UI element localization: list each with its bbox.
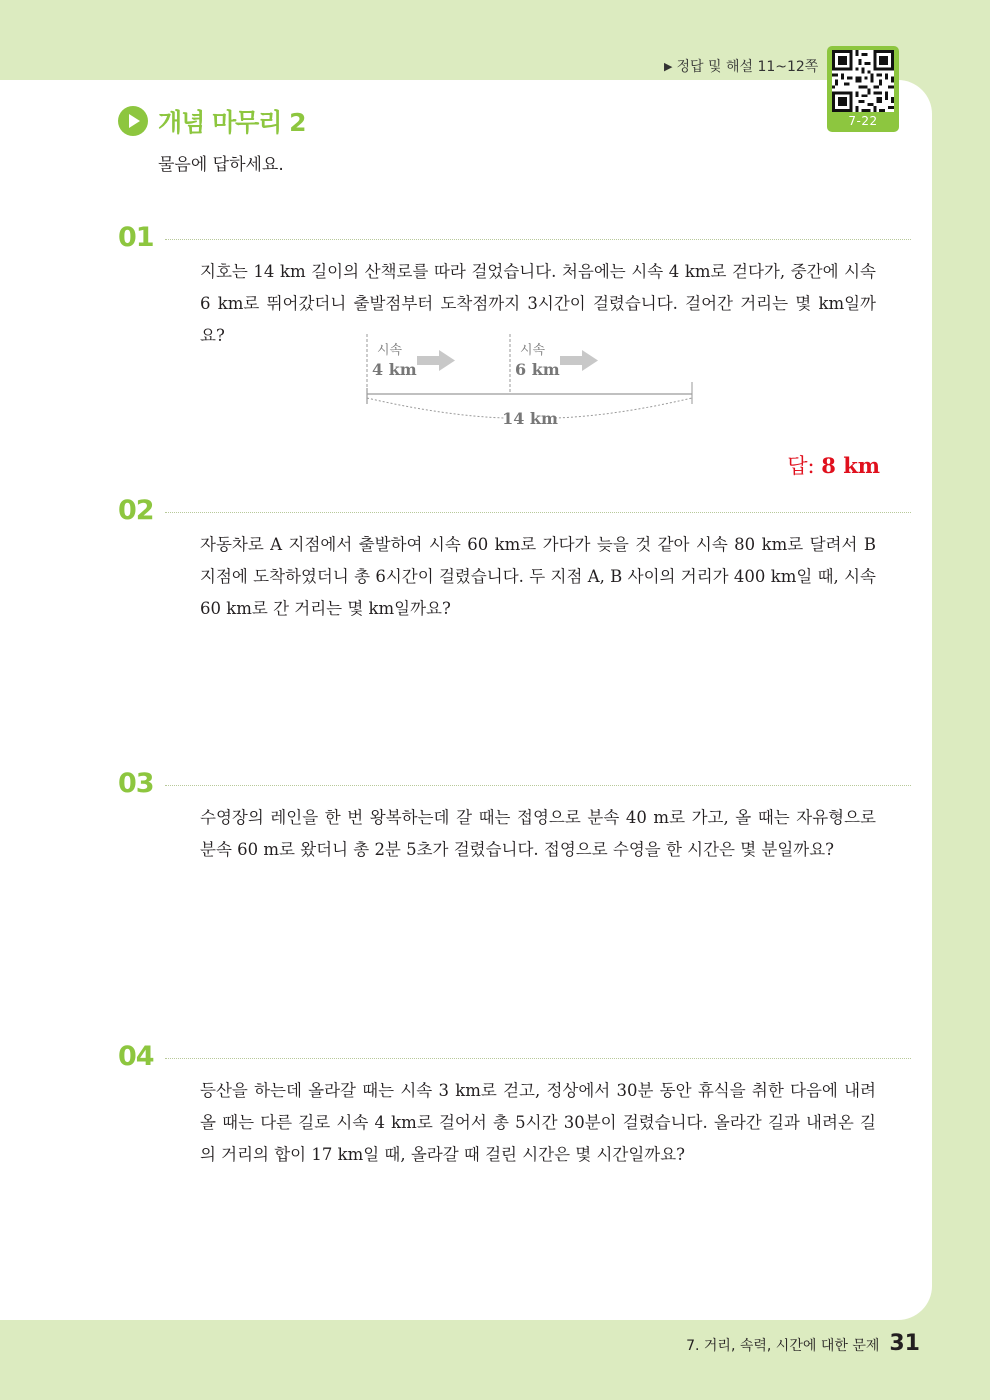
section-title: 개념 마무리 2	[158, 108, 306, 137]
section-instruction: 물음에 답하세요.	[158, 155, 284, 175]
answer-value: 8 km	[821, 453, 880, 478]
seg2-label: 시속	[520, 343, 546, 358]
play-icon	[118, 106, 148, 136]
problem-divider	[165, 1058, 911, 1059]
qr-code-icon	[832, 50, 894, 112]
problem-divider	[165, 239, 911, 240]
problem-text-02: 자동차로 A 지점에서 출발하여 시속 60 km로 가다가 늦을 것 같아 시속 80 km로 달려서 B 지점에 도착하였더니 총 6시간이 걸렸습니다. 두 지점 A, B 사이의 거리가 400 km일 때, 시속 60 km로 간 거리는 몇 km일까요?	[200, 535, 876, 618]
answer-reference	[664, 56, 818, 76]
problem-number-01: 01	[118, 222, 154, 253]
problem-number-02: 02	[118, 495, 154, 526]
section-header	[118, 103, 306, 139]
problem-text-04: 등산을 하는데 올라갈 때는 시속 3 km로 걷고, 정상에서 30분 동안 휴식을 취한 다음에 내려올 때는 다른 길로 시속 4 km로 걸어서 총 5시간 30분이 걸렸습니다. 올라간 길과 내려온 길의 거리의 합이 17 km일 때, 올라갈 때 걸린 시간은 몇 시간일까요?	[200, 1081, 876, 1164]
problem-divider	[165, 785, 911, 786]
arrow-right-icon	[417, 350, 455, 371]
page-number: 31	[889, 1331, 920, 1356]
distance-diagram	[355, 332, 705, 432]
qr-code-label: 7-22	[848, 114, 878, 128]
answer-prefix: 답:	[787, 454, 822, 478]
total-distance: 14 km	[502, 409, 558, 428]
seg2-speed: 6 km	[515, 360, 560, 379]
page-footer	[686, 1331, 920, 1356]
arrow-right-icon	[560, 350, 598, 371]
answer-reference-text: 정답 및 해설 11~12쪽	[676, 59, 819, 75]
problem-text-03: 수영장의 레인을 한 번 왕복하는데 갈 때는 접영으로 분속 40 m로 가고, 올 때는 자유형으로 분속 60 m로 왔더니 총 2분 5초가 걸렸습니다. 접영으로 수영을 한 시간은 몇 분일까요?	[200, 808, 876, 859]
problem-text-01: 지호는 14 km 길이의 산책로를 따라 걸었습니다. 처음에는 시속 4 km로 걷다가, 중간에 시속 6 km로 뛰어갔더니 출발점부터 도착점까지 3시간이 걸렸습니다. 걸어간 거리는 몇 km일까요?	[200, 262, 876, 345]
answer-01	[787, 450, 880, 480]
seg1-speed: 4 km	[372, 360, 417, 379]
chapter-title: 7. 거리, 속력, 시간에 대한 문제	[686, 1338, 880, 1354]
qr-code-box[interactable]	[827, 46, 899, 132]
triangle-right-icon: ▶	[664, 59, 673, 73]
problem-number-04: 04	[118, 1041, 154, 1072]
problem-number-03: 03	[118, 768, 154, 799]
seg1-label: 시속	[377, 343, 403, 358]
problem-divider	[165, 512, 911, 513]
